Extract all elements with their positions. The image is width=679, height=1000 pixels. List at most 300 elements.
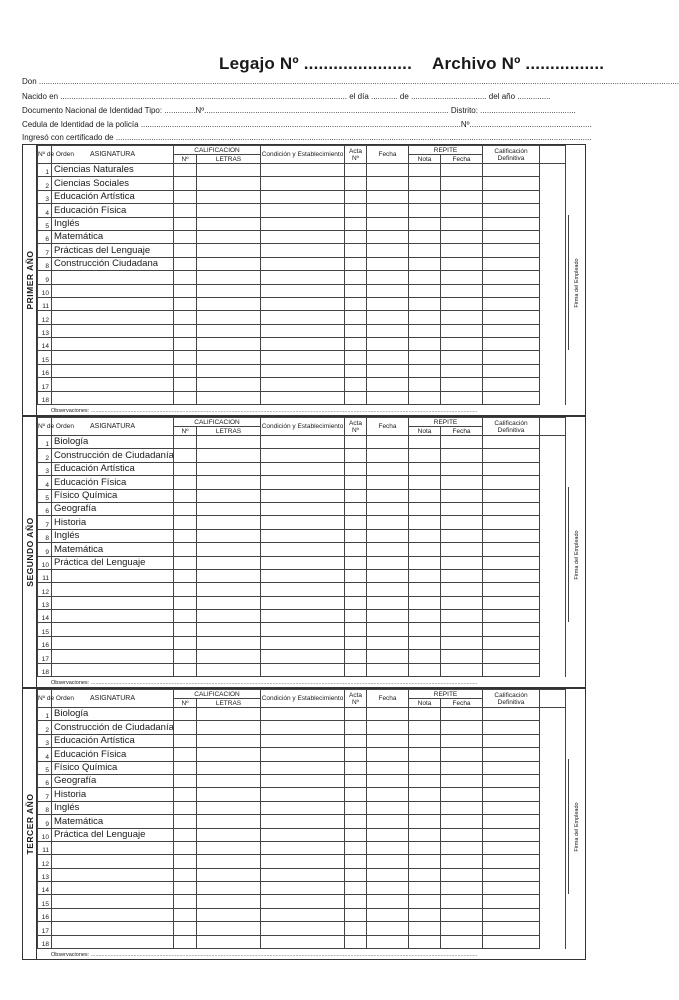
grade-cell	[483, 489, 540, 502]
grade-cell	[367, 324, 409, 337]
grade-cell	[367, 623, 409, 636]
grade-cell	[345, 788, 367, 801]
grade-cell	[197, 583, 261, 596]
grade-cell	[441, 436, 483, 449]
year-block	[22, 144, 586, 416]
grade-cell	[174, 378, 197, 391]
grade-cell	[197, 378, 261, 391]
grade-cell	[174, 663, 197, 676]
table-row	[38, 774, 566, 787]
grade-cell	[441, 708, 483, 721]
legajo-title: Legajo Nº ......................	[219, 54, 413, 73]
col-orden: Nº de Orden	[38, 146, 52, 164]
grade-cell	[197, 271, 261, 284]
firma-label: Firma del Empleado	[574, 529, 580, 580]
grade-cell	[345, 721, 367, 734]
grade-cell	[261, 230, 345, 243]
firma-cell	[540, 623, 566, 636]
grade-cell	[367, 462, 409, 475]
row-number: 12	[38, 583, 52, 596]
firma-cell	[540, 177, 566, 190]
grade-cell	[197, 663, 261, 676]
grade-cell	[441, 543, 483, 556]
grade-cell	[261, 324, 345, 337]
grade-cell	[197, 244, 261, 257]
grade-cell	[261, 748, 345, 761]
grade-cell	[197, 734, 261, 747]
grade-cell	[261, 734, 345, 747]
grade-cell	[441, 721, 483, 734]
subject-name	[52, 663, 174, 676]
grade-cell	[261, 284, 345, 297]
grade-cell	[409, 895, 441, 908]
grade-cell	[441, 324, 483, 337]
grade-cell	[174, 922, 197, 935]
firma-cell	[540, 462, 566, 475]
table-row	[38, 204, 566, 217]
grade-cell	[174, 351, 197, 364]
grade-cell	[174, 636, 197, 649]
row-number: 13	[38, 596, 52, 609]
table-row	[38, 556, 566, 569]
grade-cell	[441, 748, 483, 761]
year-block	[22, 688, 586, 960]
firma-cell	[540, 788, 566, 801]
row-number: 3	[38, 462, 52, 475]
firma-cell	[540, 217, 566, 230]
grade-cell	[345, 351, 367, 364]
grade-cell	[409, 882, 441, 895]
grade-cell	[409, 489, 441, 502]
grades-grid	[37, 417, 565, 677]
grade-cell	[197, 164, 261, 177]
subject-name	[52, 271, 174, 284]
grade-cell	[345, 338, 367, 351]
col-calificacion: CALIFICACION	[174, 690, 261, 699]
grade-cell	[197, 516, 261, 529]
row-number: 9	[38, 271, 52, 284]
grade-cell	[174, 436, 197, 449]
col-acta: Acta Nº	[345, 690, 367, 708]
col-calif-definitiva: Calificación Definitiva	[483, 690, 540, 708]
grade-cell	[483, 244, 540, 257]
grade-cell	[345, 543, 367, 556]
row-number: 16	[38, 908, 52, 921]
grade-cell	[483, 623, 540, 636]
grade-cell	[174, 908, 197, 921]
grade-cell	[409, 828, 441, 841]
grade-cell	[483, 922, 540, 935]
subject-name: Educación Artística	[52, 190, 174, 203]
grade-cell	[409, 338, 441, 351]
row-number: 12	[38, 855, 52, 868]
grade-cell	[441, 761, 483, 774]
grade-cell	[367, 788, 409, 801]
subject-name: Práctica del Lenguaje	[52, 556, 174, 569]
grade-cell	[409, 868, 441, 881]
grade-cell	[367, 734, 409, 747]
firma-area	[563, 215, 585, 350]
grade-cell	[345, 284, 367, 297]
signature-line	[568, 215, 569, 350]
subject-name	[52, 855, 174, 868]
grade-cell	[197, 708, 261, 721]
grade-cell	[409, 815, 441, 828]
grade-cell	[409, 177, 441, 190]
grade-cell	[483, 436, 540, 449]
col-asignatura: ASIGNATURA	[52, 418, 174, 436]
table-row	[38, 828, 566, 841]
table-row	[38, 882, 566, 895]
row-number: 8	[38, 257, 52, 270]
grade-cell	[483, 610, 540, 623]
col-orden: Nº de Orden	[38, 690, 52, 708]
grade-cell	[441, 230, 483, 243]
subject-name: Biología	[52, 708, 174, 721]
grade-cell	[261, 164, 345, 177]
grade-cell	[197, 311, 261, 324]
grade-cell	[367, 378, 409, 391]
row-number: 7	[38, 244, 52, 257]
subject-name	[52, 841, 174, 854]
grade-cell	[409, 734, 441, 747]
firma-cell	[540, 489, 566, 502]
row-number: 17	[38, 650, 52, 663]
table-row	[38, 516, 566, 529]
grade-cell	[483, 855, 540, 868]
grade-cell	[367, 556, 409, 569]
subject-name	[52, 311, 174, 324]
grade-cell	[409, 841, 441, 854]
grade-cell	[409, 391, 441, 404]
grade-cell	[483, 543, 540, 556]
year-label: PRIMER AÑO	[24, 250, 35, 310]
grade-cell	[441, 257, 483, 270]
table-row	[38, 338, 566, 351]
grade-cell	[261, 636, 345, 649]
grade-cell	[409, 855, 441, 868]
table-row	[38, 922, 566, 935]
grade-cell	[174, 708, 197, 721]
grade-cell	[441, 623, 483, 636]
grade-cell	[483, 449, 540, 462]
grade-cell	[367, 244, 409, 257]
grade-cell	[409, 596, 441, 609]
grades-grid	[37, 145, 565, 405]
grade-cell	[174, 489, 197, 502]
grade-cell	[409, 663, 441, 676]
subject-name	[52, 569, 174, 582]
grade-cell	[174, 217, 197, 230]
grade-cell	[441, 489, 483, 502]
grade-cell	[174, 734, 197, 747]
grade-cell	[483, 297, 540, 310]
grade-cell	[174, 449, 197, 462]
subject-name	[52, 583, 174, 596]
table-row	[38, 436, 566, 449]
grade-cell	[441, 502, 483, 515]
grade-cell	[367, 815, 409, 828]
table-row	[38, 895, 566, 908]
firma-cell	[540, 841, 566, 854]
firma-label: Firma del Empleado	[574, 801, 580, 852]
row-number: 14	[38, 610, 52, 623]
grade-cell	[174, 761, 197, 774]
row-number: 6	[38, 774, 52, 787]
grade-cell	[174, 556, 197, 569]
col-cal-letras: LETRAS	[197, 699, 261, 708]
grade-cell	[261, 543, 345, 556]
grade-cell	[441, 364, 483, 377]
grade-cell	[174, 610, 197, 623]
grade-cell	[409, 569, 441, 582]
row-number: 12	[38, 311, 52, 324]
table-row	[38, 529, 566, 542]
grade-cell	[483, 230, 540, 243]
grade-cell	[197, 364, 261, 377]
grade-cell	[197, 650, 261, 663]
grade-cell	[174, 868, 197, 881]
grade-cell	[197, 721, 261, 734]
table-row	[38, 476, 566, 489]
grade-cell	[174, 529, 197, 542]
subject-name: Biología	[52, 436, 174, 449]
col-fecha: Fecha	[367, 690, 409, 708]
grade-cell	[409, 556, 441, 569]
grade-cell	[345, 922, 367, 935]
col-calificacion: CALIFICACION	[174, 418, 261, 427]
grade-cell	[345, 190, 367, 203]
grade-cell	[441, 650, 483, 663]
col-condicion: Condición y Establecimiento	[261, 146, 345, 164]
table-row	[38, 462, 566, 475]
firma-cell	[540, 721, 566, 734]
row-number: 11	[38, 841, 52, 854]
grade-cell	[197, 610, 261, 623]
grade-cell	[367, 257, 409, 270]
subject-name: Geografía	[52, 502, 174, 515]
grade-cell	[197, 828, 261, 841]
grade-cell	[483, 774, 540, 787]
grade-cell	[197, 841, 261, 854]
grade-cell	[174, 543, 197, 556]
grade-cell	[441, 297, 483, 310]
grade-cell	[174, 935, 197, 948]
grades-table	[37, 417, 566, 677]
grade-cell	[345, 841, 367, 854]
don-line: Don ................................................................................................................................................................................................................................................................................................	[22, 77, 679, 86]
firma-cell	[540, 583, 566, 596]
grade-cell	[261, 257, 345, 270]
grade-cell	[409, 636, 441, 649]
grade-cell	[261, 841, 345, 854]
subject-name	[52, 650, 174, 663]
grade-cell	[345, 449, 367, 462]
grade-cell	[174, 748, 197, 761]
firma-cell	[540, 516, 566, 529]
subject-name: Ciencias Sociales	[52, 177, 174, 190]
grade-cell	[483, 257, 540, 270]
grade-cell	[483, 351, 540, 364]
grade-cell	[345, 815, 367, 828]
grade-cell	[174, 801, 197, 814]
grade-cell	[483, 462, 540, 475]
grade-cell	[197, 882, 261, 895]
table-row	[38, 449, 566, 462]
grade-cell	[409, 748, 441, 761]
grade-cell	[367, 721, 409, 734]
col-calif-definitiva: Calificación Definitiva	[483, 146, 540, 164]
grade-cell	[483, 636, 540, 649]
grade-cell	[261, 529, 345, 542]
grade-cell	[409, 244, 441, 257]
firma-cell	[540, 364, 566, 377]
table-row	[38, 364, 566, 377]
firma-cell	[540, 391, 566, 404]
grade-cell	[261, 436, 345, 449]
firma-cell	[540, 436, 566, 449]
row-number: 13	[38, 868, 52, 881]
grade-cell	[174, 855, 197, 868]
col-acta: Acta Nº	[345, 418, 367, 436]
col-firma	[540, 690, 566, 708]
grade-cell	[261, 623, 345, 636]
grade-cell	[345, 462, 367, 475]
grade-cell	[261, 610, 345, 623]
grade-cell	[174, 788, 197, 801]
grade-cell	[197, 449, 261, 462]
col-rep-nota: Nota	[409, 699, 441, 708]
grade-cell	[483, 378, 540, 391]
firma-cell	[540, 556, 566, 569]
grades-table	[37, 689, 566, 949]
grade-cell	[345, 230, 367, 243]
row-number: 9	[38, 815, 52, 828]
subject-name: Matemática	[52, 815, 174, 828]
row-number: 11	[38, 569, 52, 582]
grade-cell	[409, 801, 441, 814]
firma-cell	[540, 895, 566, 908]
table-row	[38, 378, 566, 391]
table-row	[38, 271, 566, 284]
grade-cell	[441, 190, 483, 203]
row-number: 1	[38, 164, 52, 177]
grade-cell	[409, 436, 441, 449]
col-cal-letras: LETRAS	[197, 155, 261, 164]
subject-name: Geografía	[52, 774, 174, 787]
grade-cell	[409, 364, 441, 377]
grade-cell	[345, 828, 367, 841]
grade-cell	[174, 244, 197, 257]
grade-cell	[367, 529, 409, 542]
row-number: 6	[38, 502, 52, 515]
grade-cell	[345, 761, 367, 774]
table-row	[38, 855, 566, 868]
grade-cell	[483, 868, 540, 881]
row-number: 5	[38, 217, 52, 230]
firma-cell	[540, 908, 566, 921]
subject-name	[52, 596, 174, 609]
grade-cell	[261, 569, 345, 582]
col-firma	[540, 418, 566, 436]
grade-cell	[367, 217, 409, 230]
subject-name: Físico Química	[52, 761, 174, 774]
subject-name	[52, 882, 174, 895]
grade-cell	[441, 895, 483, 908]
row-number: 1	[38, 708, 52, 721]
grade-cell	[197, 748, 261, 761]
grade-cell	[367, 449, 409, 462]
grade-cell	[197, 324, 261, 337]
grade-cell	[345, 297, 367, 310]
grade-cell	[409, 788, 441, 801]
grade-cell	[197, 801, 261, 814]
grade-cell	[261, 708, 345, 721]
grade-cell	[197, 569, 261, 582]
firma-cell	[540, 774, 566, 787]
grade-cell	[197, 436, 261, 449]
grade-cell	[261, 204, 345, 217]
grade-cell	[261, 908, 345, 921]
grade-cell	[345, 378, 367, 391]
grade-cell	[367, 311, 409, 324]
grade-cell	[441, 177, 483, 190]
grade-cell	[409, 190, 441, 203]
grade-cell	[174, 596, 197, 609]
grade-cell	[409, 610, 441, 623]
col-firma	[540, 146, 566, 164]
subject-name	[52, 895, 174, 908]
grade-cell	[174, 882, 197, 895]
grade-cell	[345, 774, 367, 787]
grade-cell	[409, 217, 441, 230]
table-row	[38, 650, 566, 663]
grade-cell	[367, 610, 409, 623]
grade-cell	[345, 436, 367, 449]
grade-cell	[483, 391, 540, 404]
subject-name: Matemática	[52, 543, 174, 556]
table-row	[38, 230, 566, 243]
grade-cell	[197, 855, 261, 868]
table-row	[38, 569, 566, 582]
table-row	[38, 935, 566, 948]
grade-cell	[441, 663, 483, 676]
grade-cell	[261, 244, 345, 257]
grade-cell	[345, 529, 367, 542]
grade-cell	[345, 868, 367, 881]
grade-cell	[174, 257, 197, 270]
signature-line	[568, 759, 569, 894]
grade-cell	[345, 364, 367, 377]
row-number: 10	[38, 828, 52, 841]
grade-cell	[261, 489, 345, 502]
grade-cell	[174, 516, 197, 529]
grade-cell	[261, 774, 345, 787]
subject-name: Educación Física	[52, 476, 174, 489]
grade-cell	[409, 378, 441, 391]
grade-cell	[483, 583, 540, 596]
grade-cell	[345, 324, 367, 337]
subject-name: Historia	[52, 788, 174, 801]
grade-cell	[409, 351, 441, 364]
firma-cell	[540, 324, 566, 337]
subject-name: Historia	[52, 516, 174, 529]
grade-cell	[441, 801, 483, 814]
grade-cell	[483, 801, 540, 814]
grade-cell	[367, 338, 409, 351]
grade-cell	[409, 908, 441, 921]
subject-name	[52, 338, 174, 351]
